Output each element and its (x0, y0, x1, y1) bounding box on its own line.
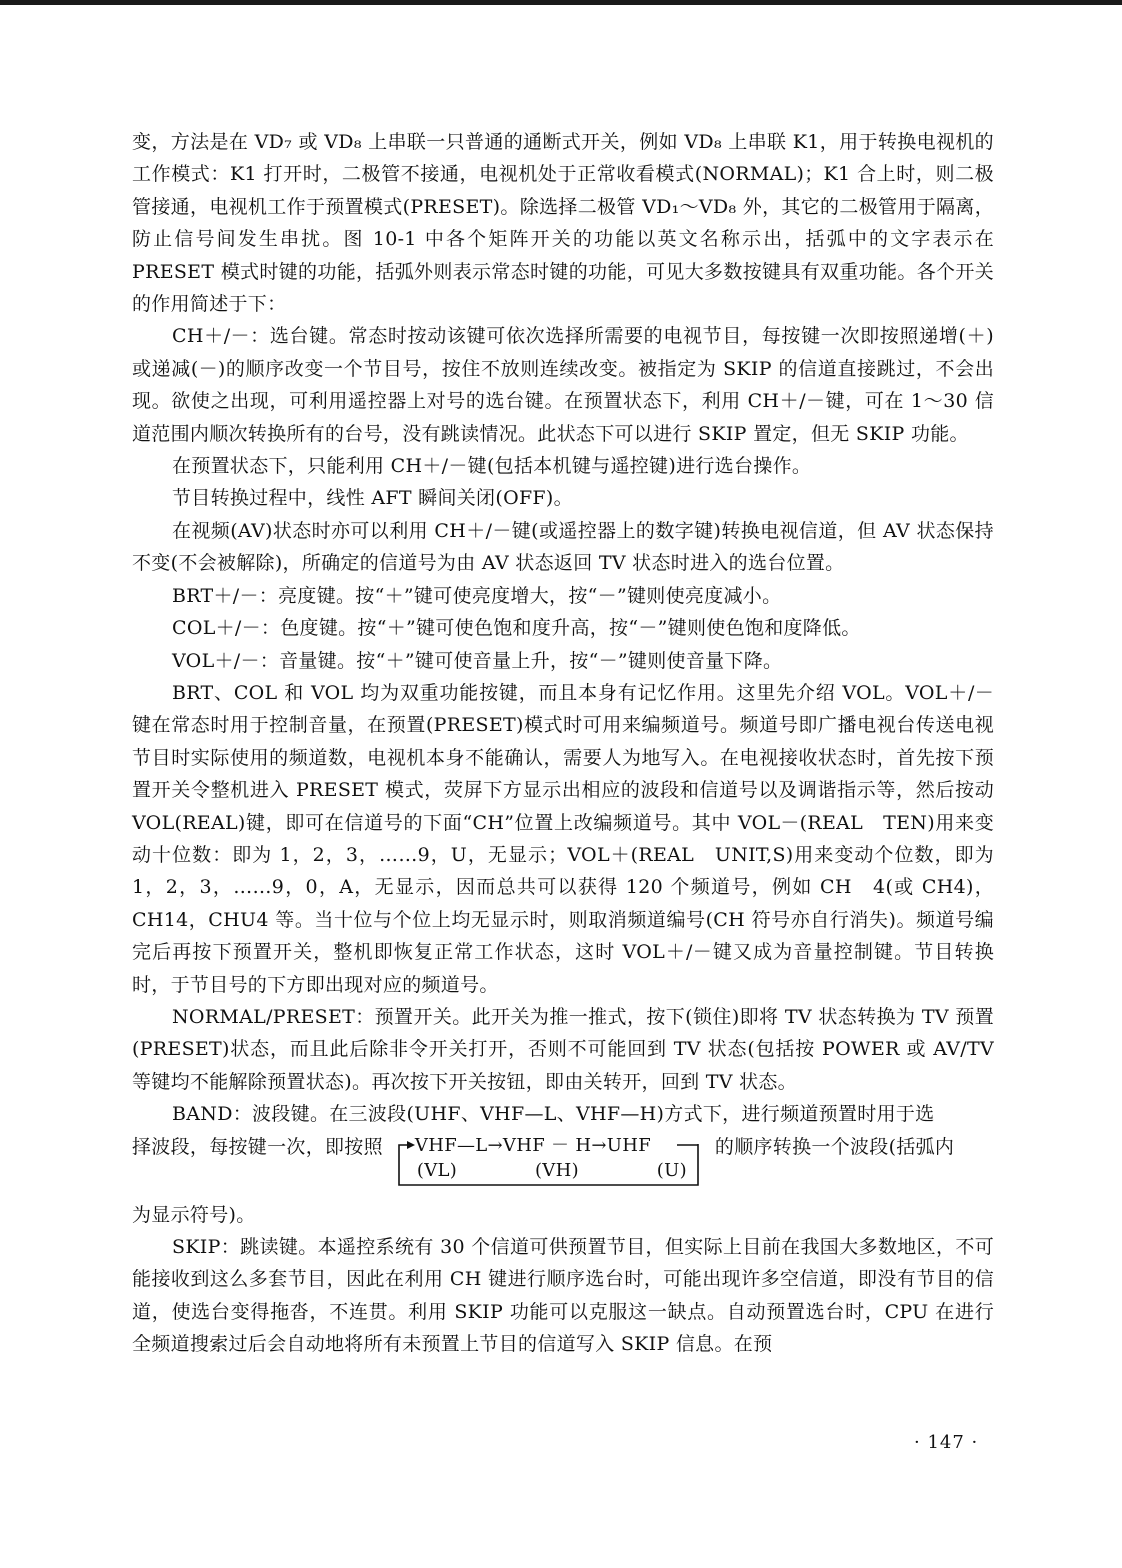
band-prefix-text: 择波段，每按键一次，即按照 (132, 1135, 383, 1158)
paragraph-skip-key: SKIP：跳读键。本遥控系统有 30 个信道可供预置节目，但实际上目前在我国大多数地区，不可能接收到这么多套节目，因此在利用 CH 键进行顺序选台时，可能出现许多空信道，即没有节目的信道，使选台变得拖沓，不连贯。利用 SKIP 功能可以克服这一缺点。自动预置选台时，CPU 在进行全频道搜索过后会自动地将所有未预置上节目的信道写入 SKIP 信息。在预 (132, 1236, 994, 1356)
band-sequence-line (132, 1131, 994, 1195)
band-intro-line: BAND：波段键。在三波段(UHF、VHF—L、VHF—H)方式下，进行频道预置时用于选 (172, 1103, 935, 1126)
band-display-symbols (417, 1159, 687, 1183)
paragraph-vol-key: VOL＋/－：音量键。按“＋”键可使音量上升，按“－”键则使音量下降。 (172, 649, 783, 672)
paragraph-intro: 变，方法是在 VD₇ 或 VD₈ 上串联一只普通的通断式开关，例如 VD₈ 上串联 K1，用于转换电视机的工作模式：K1 打开时，二极管不接通，电视机处于正常收看模式(NORMAL)；K1 合上时，则二极管接通，电视机工作于预置模式(PRESET)。除选择二极管 VD₁～VD₈ 外，其它的二极管用于隔离，防止信号间发生串扰。图 10-1 中各个矩阵开关的功能以英文名称示出，括弧中的文字表示在 PRESET 模式时键的功能，括弧外则表示常态时键的功能，可见大多数按键具有双重功能。各个开关的作用简述于下： (132, 131, 994, 316)
band-end-text: 为显示符号)。 (132, 1203, 256, 1226)
paragraph-band-key (132, 1098, 994, 1231)
band-symbol-vh: (VH) (534, 1159, 579, 1181)
paragraph-vol-channel-edit: BRT、COL 和 VOL 均为双重功能按键，而且本身有记忆作用。这里先介绍 VOL。VOL＋/－键在常态时用于控制音量，在预置(PRESET)模式时可用来编频道号。频道号即广播电视台传送电视节目时实际使用的频道数，电视机本身不能确认，需要人为地写入。在电视接收状态时，首先按下预置开关令整机进入 PRESET 模式，荧屏下方显示出相应的波段和信道号以及调谐指示等，然后按动 VOL(REAL)键，即可在信道号的下面“CH”位置上改编频道号。其中 VOL－(REAL TEN)用来变动十位数：即为 1，2，3，……9，U，无显示；VOL＋(REAL UNIT,S)用来变动个位数，即为 1，2，3，……9，0，A，无显示，因而总共可以获得 120 个频道号，例如 CH 4(或 CH4)，CH14，CHU4 等。当十位与个位上均无显示时，则取消频道编号(CH 符号亦自行消失)。频道号编完后再按下预置开关，整机即恢复正常工作状态，这时 VOL＋/－键又成为音量控制键。节目转换时，于节目号的下方即出现对应的频道号。 (132, 681, 994, 996)
band-sequence: VHF—L→VHF － H→UHF (414, 1134, 651, 1156)
paragraph-aft: 节目转换过程中，线性 AFT 瞬间关闭(OFF)。 (172, 487, 573, 510)
paragraph-ch-key: CH＋/－：选台键。常态时按动该键可依次选择所需要的电视节目，每按键一次即按照递增(＋)或递减(－)的顺序改变一个节目号，按住不放则连续改变。被指定为 SKIP 的信道直接跳过，不会出现。欲使之出现，可利用遥控器上对号的选台键。在预置状态下，利用 CH＋/－键，可在 1～30 信道范围内顺次转换所有的台号，没有跳读情况。此状态下可以进行 SKIP 置定，但无 SKIP 功能。 (132, 325, 994, 445)
top-border-rule (0, 0, 1122, 5)
paragraph-av-state: 在视频(AV)状态时亦可以利用 CH＋/－键(或遥控器上的数字键)转换电视信道，但 AV 状态保持不变(不会被解除)，所确定的信道号为由 AV 状态返回 TV 状态时进入的选台位置。 (132, 519, 994, 575)
band-suffix-text: 的顺序转换一个波段(括弧内 (714, 1135, 955, 1158)
paragraph-col-key: COL＋/－：色度键。按“＋”键可使色饱和度升高，按“－”键则使色饱和度降低。 (172, 617, 861, 640)
band-symbol-vl: (VL) (416, 1159, 458, 1181)
band-cycle-diagram (395, 1131, 705, 1189)
paragraph-preset-selection: 在预置状态下，只能利用 CH＋/－键(包括本机键与遥控键)进行选台操作。 (172, 455, 812, 478)
paragraph-preset-switch: NORMAL/PRESET：预置开关。此开关为推一推式，按下(锁住)即将 TV 状态转换为 TV 预置(PRESET)状态，而且此后除非令开关打开，否则不可能回到 TV 状态(包括按 POWER 或 AV/TV 等键均不能解除预置状态)。再次按下开关按钮，即由关转开，回到 TV 状态。 (132, 1005, 994, 1093)
page-number: · 147 · (914, 1432, 979, 1453)
band-symbol-u: (U) (656, 1159, 687, 1181)
paragraph-brt-key: BRT＋/－：亮度键。按“＋”键可使亮度增大，按“－”键则使亮度减小。 (172, 584, 782, 607)
page-body (132, 126, 994, 1361)
